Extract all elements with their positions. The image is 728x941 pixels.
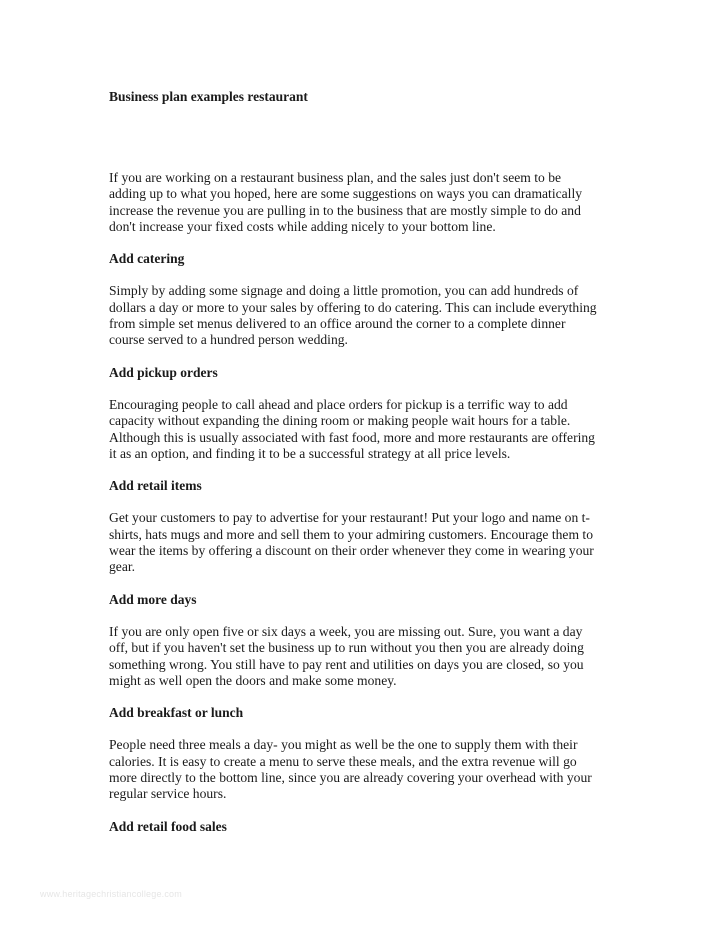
section-breakfast-lunch xyxy=(109,705,629,802)
section-retail-items xyxy=(109,478,629,575)
section-retail-food-sales xyxy=(109,819,629,835)
section-paragraph: People need three meals a day- you might as well be the one to supply them with their calories. It is easy to create a menu to serve these meals, and the extra revenue will go more directly to the bottom line, since you are already covering your overhead with your regular service hours. xyxy=(109,737,592,802)
document-title: Business plan examples restaurant xyxy=(109,89,308,104)
section-heading: Add retail items xyxy=(109,478,202,494)
section-catering xyxy=(109,251,629,348)
section-paragraph: Encouraging people to call ahead and place orders for pickup is a terrific way to add capacity without expanding the dining room or making people wait hours for a table. Although this is usually associated with fast food, more and more restaurants are offering it as an option, and finding it to be a successful strategy at all price levels. xyxy=(109,396,595,461)
section-heading: Add more days xyxy=(109,591,197,607)
section-heading: Add pickup orders xyxy=(109,364,218,380)
section-heading: Add catering xyxy=(109,251,185,267)
section-more-days xyxy=(109,592,629,689)
section-paragraph: Get your customers to pay to advertise for your restaurant! Put your logo and name on t- shirts, hats mugs and more and sell them to your admiring customers. Encourage them to wear the items by offering a discount on their order whenever they come in wearing your gear. xyxy=(109,510,594,575)
watermark: www.heritagechristiancollege.com xyxy=(40,889,182,899)
section-paragraph: Simply by adding some signage and doing a little promotion, you can add hundreds of dollars a day or more to your sales by offering to do catering. This can include everything from simple set menus delivered to an office around the corner to a complete dinner course served to a hundred person wedding. xyxy=(109,283,597,348)
document-body xyxy=(109,170,629,851)
section-paragraph: If you are only open five or six days a week, you are missing out. Sure, you want a day off, but if you haven't set the business up to run without you then you are already doing something wrong. You still have to pay rent and utilities on days you are closed, so you might as well open the doors and make some money. xyxy=(109,623,584,688)
intro-paragraph: If you are working on a restaurant business plan, and the sales just don't seem to be adding up to what you hoped, here are some suggestions on ways you can dramatically increase the revenue you are pulling in to the business that are mostly simple to do and don't increase your fixed costs while adding nicely to your bottom line. xyxy=(109,170,583,234)
section-heading: Add retail food sales xyxy=(109,818,227,834)
section-heading: Add breakfast or lunch xyxy=(109,705,244,721)
section-pickup-orders xyxy=(109,365,629,462)
